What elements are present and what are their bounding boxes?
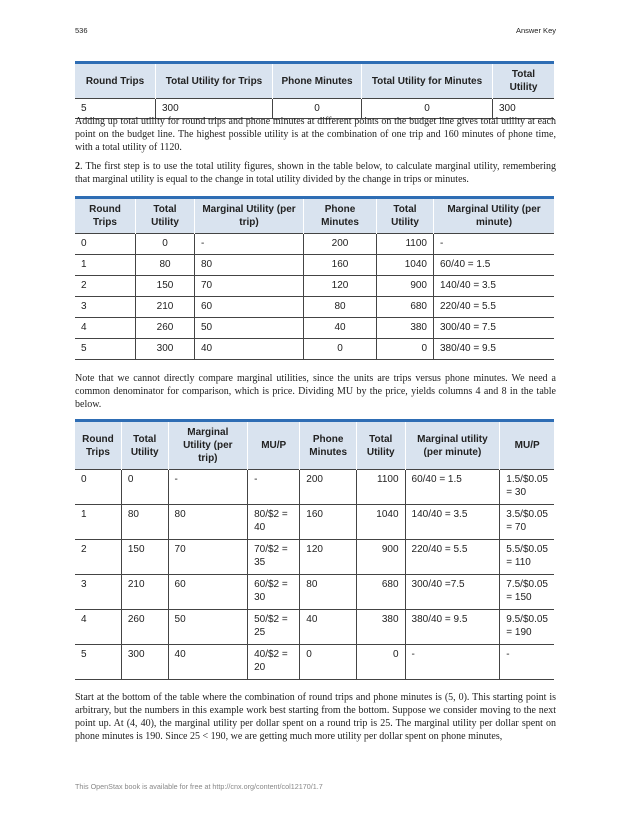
table-cell: 0 [75, 234, 136, 255]
exercise-number: 2 [75, 161, 80, 172]
table-cell: 220/40 = 5.5 [434, 297, 555, 318]
column-header: Marginal Utility (per trip) [195, 198, 304, 234]
table-cell: 9.5/$0.05 = 190 [500, 610, 554, 645]
column-header: Total Utility for Minutes [362, 63, 493, 99]
table-cell: 80 [304, 297, 377, 318]
table-cell: - [248, 470, 300, 505]
table-cell: - [405, 645, 500, 680]
table-cell: 70/$2 = 35 [248, 540, 300, 575]
table-row [75, 255, 554, 276]
table-cell: 0 [121, 470, 168, 505]
table-cell: 300 [156, 99, 273, 119]
column-header: MU/P [500, 421, 554, 470]
table-cell: 60 [168, 575, 248, 610]
table-cell: 70 [195, 276, 304, 297]
table-cell: 140/40 = 3.5 [405, 505, 500, 540]
column-header: Total Utility for Trips [156, 63, 273, 99]
column-header: MU/P [248, 421, 300, 470]
table-cell: 2 [75, 276, 136, 297]
table-cell: 150 [136, 276, 195, 297]
paragraph: Start at the bottom of the table where the combination of round trips and phone minutes is (5, 0). This starting point is arbitrary, but the numbers in this example work best starting from the bottom. Suppose we consider moving to the next point up. At (4, 40), the marginal utility per dollar spent on a round trip is 25. The marginal utility per dollar spent on phone minutes is 190. Since 25 < 190, we are getting much more utility per dollar spent on phone minutes, [75, 692, 556, 742]
table-cell: 40 [300, 610, 357, 645]
paragraph: Note that we cannot directly compare marginal utilities, since the units are trips versus phone minutes. We need a common denominator for comparison, which is price. Dividing MU by the price, yields columns 4 and 8 in the table below. [75, 373, 556, 410]
table-row [75, 505, 554, 540]
column-header: Total Utility [493, 63, 555, 99]
table-header-row [75, 421, 554, 470]
table-cell: 1040 [377, 255, 434, 276]
table-cell: 120 [304, 276, 377, 297]
table-cell: 80/$2 = 40 [248, 505, 300, 540]
table-cell: 7.5/$0.05 = 150 [500, 575, 554, 610]
table-cell: 300 [136, 339, 195, 360]
table-cell: 1.5/$0.05 = 30 [500, 470, 554, 505]
table-cell: 150 [121, 540, 168, 575]
table-cell: 300/40 =7.5 [405, 575, 500, 610]
table-cell: 80 [168, 505, 248, 540]
section-title: Answer Key [515, 26, 556, 35]
paragraph [75, 160, 556, 186]
column-header: Round Trips [85, 75, 145, 87]
table-cell: 900 [377, 276, 434, 297]
table-cell: 1 [75, 255, 136, 276]
table-header-row [75, 198, 554, 234]
table-cell: 300/40 = 7.5 [434, 318, 555, 339]
table-cell: 1040 [356, 505, 405, 540]
table-cell: 60/$2 = 30 [248, 575, 300, 610]
column-header: Marginal Utility (per trip) [168, 421, 248, 470]
column-header: Phone Minutes [304, 198, 377, 234]
table-cell: 3.5/$0.05 = 70 [500, 505, 554, 540]
table-cell: 200 [300, 470, 357, 505]
column-header: Total Utility [136, 198, 195, 234]
table-cell: 4 [75, 318, 136, 339]
table-cell: 40/$2 = 20 [248, 645, 300, 680]
table-cell: 1 [75, 505, 121, 540]
table-cell: 60/40 = 1.5 [405, 470, 500, 505]
paragraph: Adding up total utility for round trips and phone minutes at different points on the budget line gives total utility at each point on the budget line. The highest possible utility is at the combination of one trip and 160 minutes of phone time, with a total utility of 1120. [75, 116, 556, 153]
table-cell: 210 [121, 575, 168, 610]
table-cell: 260 [121, 610, 168, 645]
table-cell: 220/40 = 5.5 [405, 540, 500, 575]
paragraph-text: . The first step is to use the total utility figures, shown in the table below, to calculate marginal utility, remembering that marginal utility is equal to the change in total utility divided by the change in trips or minutes. [75, 161, 556, 185]
table-cell: 80 [300, 575, 357, 610]
mu-per-price-table [75, 419, 554, 680]
table-cell: - [434, 234, 555, 255]
table-row [75, 234, 554, 255]
table-cell: 2 [75, 540, 121, 575]
table-cell: - [168, 470, 248, 505]
table-cell: 0 [136, 234, 195, 255]
table-cell: 1100 [356, 470, 405, 505]
table-cell: 3 [75, 297, 136, 318]
table-row [75, 318, 554, 339]
table-cell: 0 [362, 99, 493, 119]
table-cell: 5.5/$0.05 = 110 [500, 540, 554, 575]
table-cell: 300 [121, 645, 168, 680]
table-cell: 0 [304, 339, 377, 360]
table-cell: 0 [377, 339, 434, 360]
column-header: Total Utility [377, 198, 434, 234]
table-cell: 140/40 = 3.5 [434, 276, 555, 297]
table-row [75, 276, 554, 297]
column-header: Total Utility [121, 421, 168, 470]
column-header: Total Utility [356, 421, 405, 470]
page-number: 536 [75, 26, 88, 35]
table-row [75, 575, 554, 610]
column-header: Round Trips [89, 204, 121, 228]
table-cell: 160 [300, 505, 357, 540]
total-utility-table [75, 61, 554, 119]
table-cell: 200 [304, 234, 377, 255]
table-cell: 50/$2 = 25 [248, 610, 300, 645]
column-header: Marginal Utility (per minute) [434, 198, 555, 234]
table-cell: 60/40 = 1.5 [434, 255, 555, 276]
table-cell: 40 [304, 318, 377, 339]
table-row [75, 339, 554, 360]
table-cell: 5 [75, 645, 121, 680]
table-cell: 380/40 = 9.5 [405, 610, 500, 645]
table-cell: 380 [356, 610, 405, 645]
table-cell: 380/40 = 9.5 [434, 339, 555, 360]
table-cell: 4 [75, 610, 121, 645]
column-header: Phone Minutes [273, 63, 362, 99]
table-cell: - [195, 234, 304, 255]
table-row [75, 470, 554, 505]
table-cell: 0 [273, 99, 362, 119]
column-header: Round Trips [82, 433, 114, 458]
table-row [75, 297, 554, 318]
column-header: Marginal utility (per minute) [405, 421, 500, 470]
table-cell: 120 [300, 540, 357, 575]
table-header-row [75, 63, 554, 99]
table-cell: 300 [493, 99, 555, 119]
table-cell: 260 [136, 318, 195, 339]
page-footer: This OpenStax book is available for free at http://cnx.org/content/col12170/1.7 [75, 782, 323, 791]
table-row [75, 645, 554, 680]
table-cell: 50 [195, 318, 304, 339]
table-cell: 680 [377, 297, 434, 318]
table-cell: 5 [75, 99, 156, 119]
table-cell: 380 [377, 318, 434, 339]
table-cell: 60 [195, 297, 304, 318]
table-cell: 70 [168, 540, 248, 575]
table-cell: 160 [304, 255, 377, 276]
table-cell: 680 [356, 575, 405, 610]
table-cell: 80 [121, 505, 168, 540]
table-cell: 0 [75, 470, 121, 505]
table-cell: 40 [168, 645, 248, 680]
marginal-utility-table [75, 196, 554, 360]
table-cell: 900 [356, 540, 405, 575]
table-cell: 210 [136, 297, 195, 318]
table-cell: 3 [75, 575, 121, 610]
table-cell: 0 [356, 645, 405, 680]
table-cell: 40 [195, 339, 304, 360]
table-cell: 50 [168, 610, 248, 645]
column-header: Phone Minutes [300, 421, 357, 470]
table-row [75, 540, 554, 575]
table-cell: 0 [300, 645, 357, 680]
table-cell: 1100 [377, 234, 434, 255]
table-row [75, 610, 554, 645]
table-cell: - [500, 645, 554, 680]
table-cell: 5 [75, 339, 136, 360]
table-cell: 80 [195, 255, 304, 276]
table-cell: 80 [136, 255, 195, 276]
